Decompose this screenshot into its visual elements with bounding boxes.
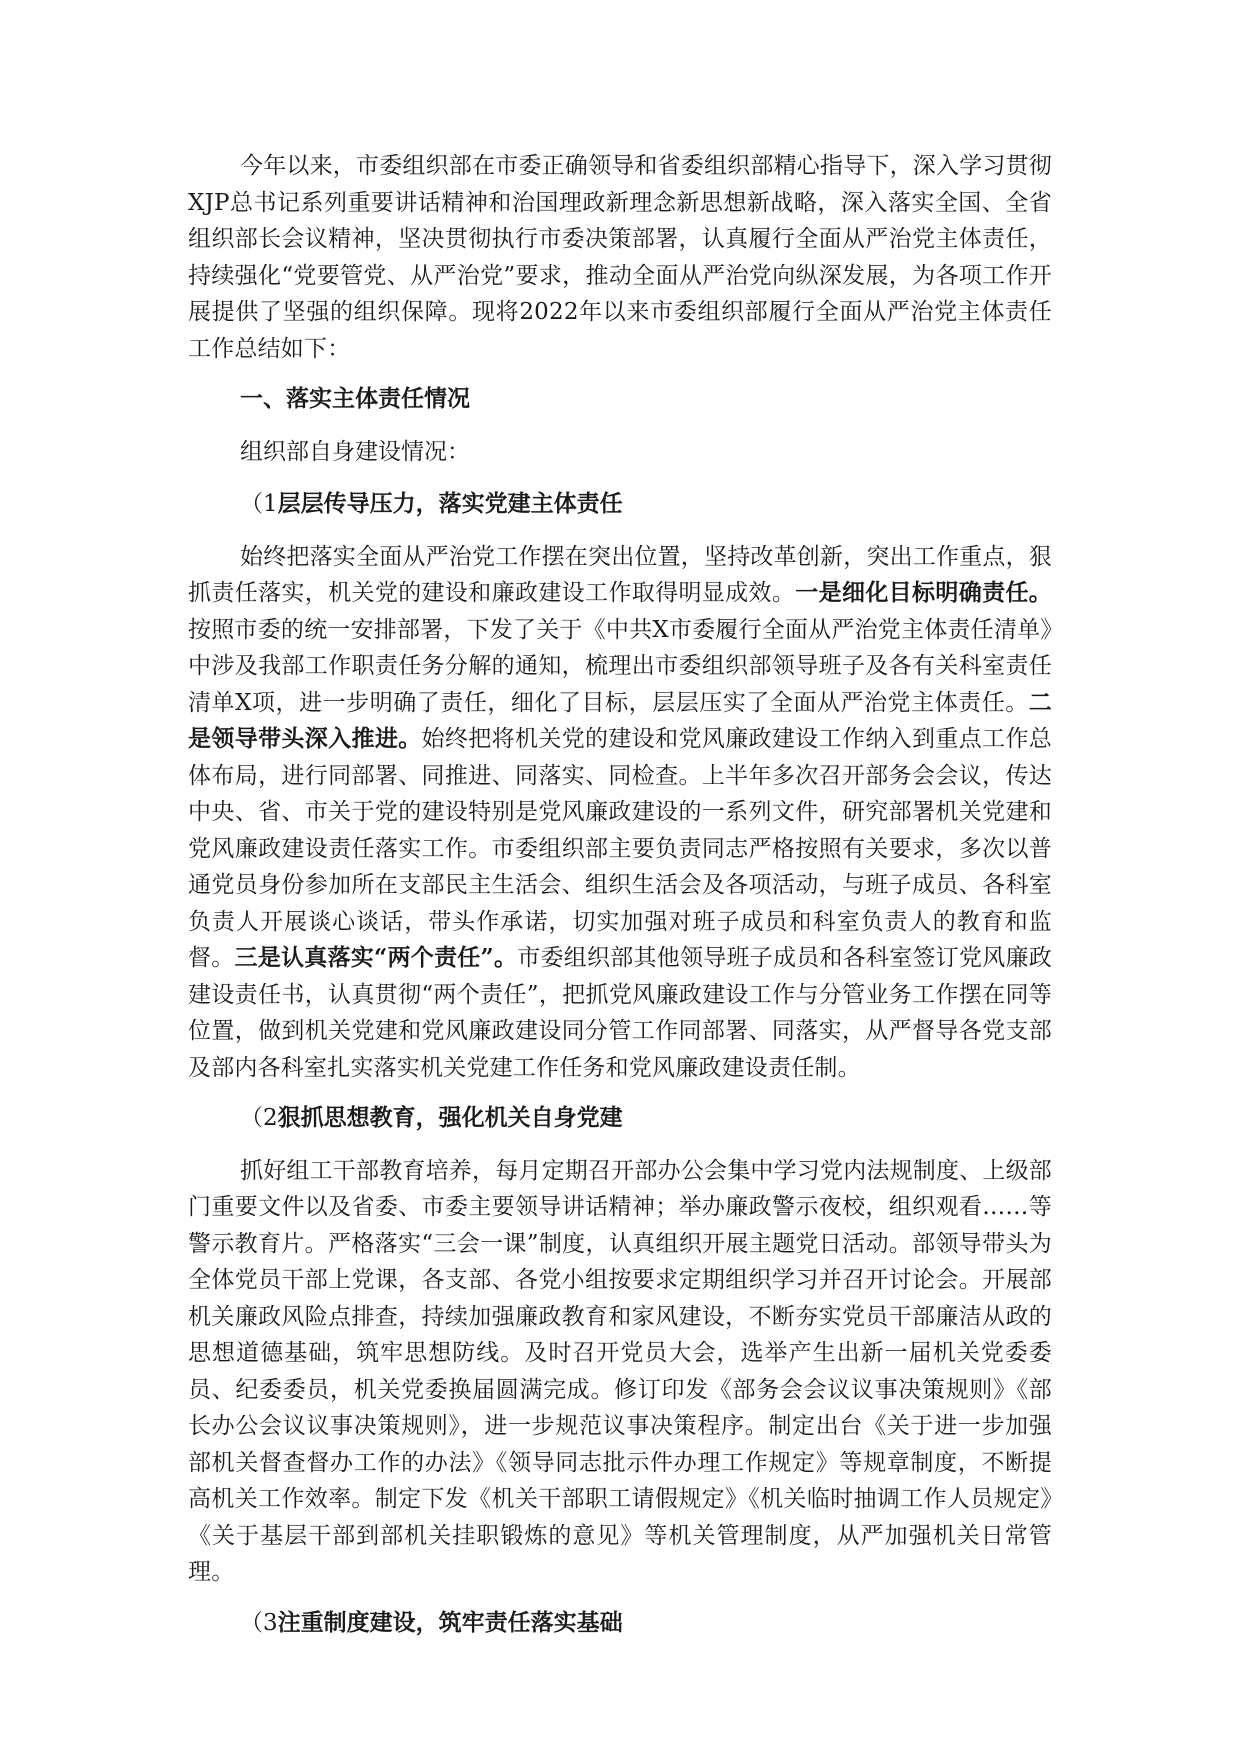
section-subheading: 组织部自身建设情况： [240, 438, 470, 465]
item-1-text-a: 始终把落实全面从严治党工作摆在突出位置，坚持改革创新，突出工作重点，狠抓责任落实，机关党的建设和廉政建设工作取得明显成效。 [188, 543, 1052, 606]
section-heading: 一、落实主体责任情况 [240, 385, 470, 412]
item-1-point-2: 二是领导带头深入推进。 [188, 688, 1052, 752]
item-1-point-1: 一是细化目标明确责任。 [795, 579, 1053, 606]
item-1-point-3: 三是认真落实“两个责任”。 [234, 944, 518, 971]
item-2-number: （2 [240, 1105, 278, 1131]
item-1-text-b: 按照市委的统一安排部署，下发了关于《中共X市委履行全面从严治党主体责任清单》中涉及我部工作职责任务分解的通知，梳理出市委组织部领导班子及各有关科室责任清单X项，进一步明确了责任，细化了目标，层层压实了全面从严治党主体责任。 [188, 616, 1052, 716]
item-3-heading [188, 1605, 1052, 1642]
item-3-number: （3 [240, 1609, 278, 1636]
item-3-title: 注重制度建设，筑牢责任落实基础 [277, 1608, 623, 1636]
item-1-title: 层层传导压力，落实党建主体责任 [277, 490, 623, 517]
item-2-title: 狠抓思想教育，强化机关自身党建 [277, 1104, 623, 1131]
item-1-number: （1 [240, 491, 278, 517]
item-2-paragraph: 抓好组工干部教育培养，每月定期召开部办公会集中学习党内法规制度、上级部门重要文件以及省委、市委主要领导讲话精神；举办廉政警示夜校，组织观看……等警示教育片。严格落实“三会一课”制度，认真组织开展主题党日活动。部领导带头为全体党员干部上党课，各支部、各党小组按要求定期组织学习并召开讨论会。开展部机关廉政风险点排查，持续加强廉政教育和家风建设，不断夯实党员干部廉洁从政的思想道德基础，筑牢思想防线。及时召开党员大会，选举产生出新一届机关党委委员、纪委委员，机关党委换届圆满完成。修订印发《部务会会议议事决策规则》《部长办公会议议事决策规则》，进一步规范议事决策程序。制定出台《关于进一步加强部机关督查督办工作的办法》《领导同志批示件办理工作规定》等规章制度，不断提高机关工作效率。制定下发《机关干部职工请假规定》《机关临时抽调工作人员规定》《关于基层干部到部机关挂职锻炼的意见》等机关管理制度，从严加强机关日常管理。 [188, 1157, 1052, 1585]
item-2-heading [188, 1100, 1052, 1137]
intro-paragraph: 今年以来，市委组织部在市委正确领导和省委组织部精心指导下，深入学习贯彻XJP总书记系列重要讲话精神和治国理政新理念新思想新战略，深入落实全国、全省组织部长会议精神，坚决贯彻执行市委决策部署，认真履行全面从严治党主体责任，持续强化“党要管党、从严治党”要求，推动全面从严治党向纵深发展，为各项工作开展提供了坚强的组织保障。现将2022年以来市委组织部履行全面从严治党主体责任工作总结如下： [188, 153, 1052, 362]
document-page [188, 148, 1052, 1657]
item-1-text-d: 市委组织部其他领导班子成员和各科室签订党风廉政建设责任书，认真贯彻“两个责任”，把抓党风廉政建设工作与分管业务工作摆在同等位置，做到机关党建和党风廉政建设同分管工作同部署、同落实，从严督导各党支部及部内各科室扎实落实机关党建工作任务和党风廉政建设责任制。 [188, 945, 1052, 1081]
item-1-heading [188, 486, 1052, 523]
item-1-paragraph [188, 539, 1052, 1087]
item-1-text-c: 始终把将机关党的建设和党风廉政建设工作纳入到重点工作总体布局，进行同部署、同推进、同落实、同检查。上半年多次召开部务会会议，传达中央、省、市关于党的建设特别是党风廉政建设的一系列文件，研究部署机关党建和党风廉政建设责任落实工作。市委组织部主要负责同志严格按照有关要求，多次以普通党员身份参加所在支部民主生活会、组织生活会及各项活动，与班子成员、各科室负责人开展谈心谈话，带头作承诺，切实加强对班子成员和科室负责人的教育和监督。 [188, 726, 1053, 971]
